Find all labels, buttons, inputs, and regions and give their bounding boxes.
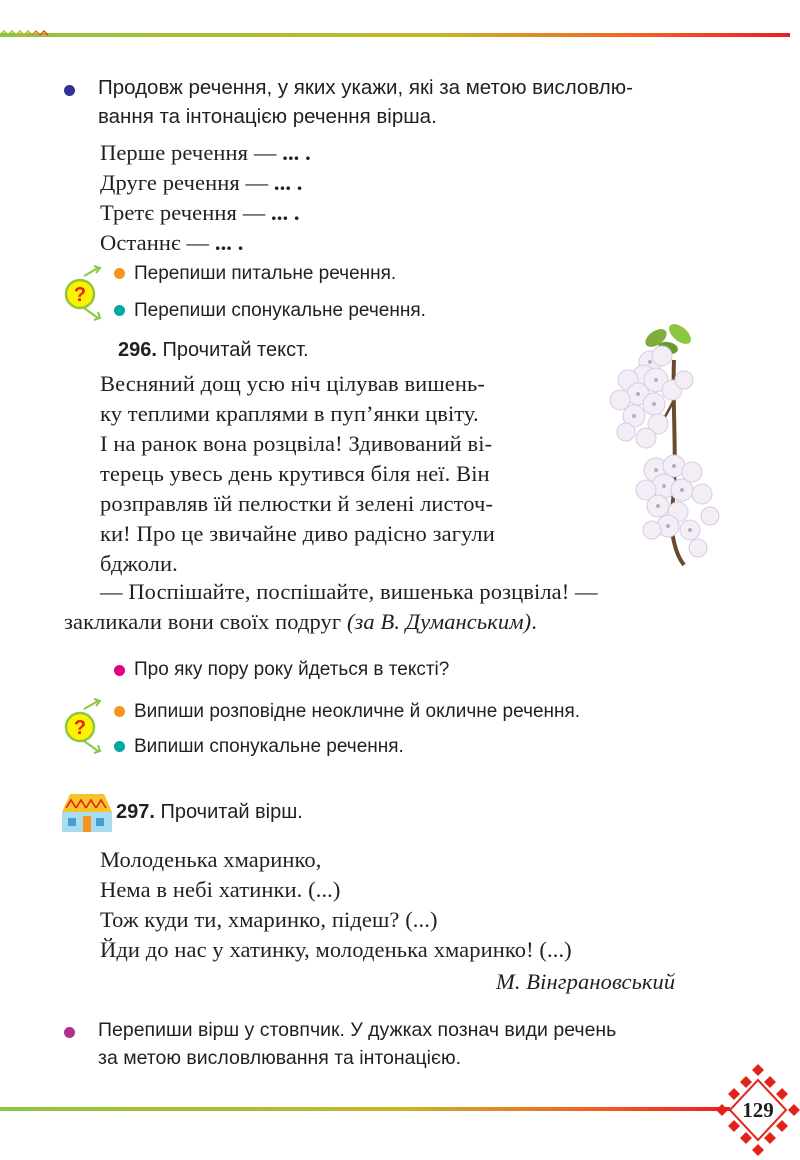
sentence-item [100, 168, 303, 198]
house-icon [56, 790, 116, 834]
sentence-dash: — [186, 230, 210, 255]
dialogue-line-2 [64, 607, 537, 637]
intro-task-line-1: Продовж речення, у яких укажи, які за метою висловлю- [98, 76, 633, 99]
question-icon [58, 264, 106, 326]
sentence-item [100, 228, 243, 258]
subtask-text: Про яку пору року йдеться в тексті? [134, 659, 450, 680]
sentence-item [100, 198, 300, 228]
bullet-dot [114, 665, 125, 676]
poem-line: Молоденька хмаринко, [100, 847, 322, 872]
poem-line: Йди до нас у хатинку, молоденька хмаринко! (...) [100, 937, 572, 962]
paragraph-line: розправляв їй пелюстки й зелені листоч- [100, 491, 494, 516]
bullet-dot [114, 706, 125, 717]
dialogue-source: (за В. Думанським) [346, 609, 532, 634]
sentence-dash: — [242, 200, 266, 225]
poem-line: Тож куди ти, хмаринко, підеш? (...) [100, 907, 438, 932]
paragraph-line: Весняний дощ усю ніч цілував вишень- [100, 371, 485, 396]
subtask-text: Перепиши питальне речення. [134, 263, 397, 284]
page-number: 129 [742, 1098, 774, 1122]
subtask-text: Випиши розповідне неокличне й окличне речення. [134, 701, 581, 722]
task-296-heading [118, 337, 309, 363]
top-border-ornament [0, 30, 800, 40]
final-task-line-1: Перепиши вірш у стовпчик. У дужках познач види речень [98, 1019, 617, 1041]
task-296-paragraph [100, 369, 590, 579]
sentence-blank: ... . [214, 230, 244, 255]
bottom-border-ornament [0, 1104, 730, 1114]
bullet-dot [114, 305, 125, 316]
sentence-label: Третє речення [100, 200, 237, 225]
dialogue-end: . [531, 609, 537, 634]
svg-text:?: ? [73, 284, 87, 306]
paragraph-line: ку теплими краплями в пуп’янки цвіту. [100, 401, 479, 426]
paragraph-line: бджоли. [100, 551, 178, 576]
subtask-text: Перепиши спонукальне речення. [134, 300, 426, 321]
paragraph-line: терець увесь день крутився біля неї. Він [100, 461, 490, 486]
poem-line: Нема в небі хатинки. (...) [100, 877, 341, 902]
sentence-blank: ... . [271, 200, 300, 225]
bullet-dot [64, 1027, 75, 1038]
cherry-blossom-image [598, 320, 738, 570]
sentence-dash: — [253, 140, 277, 165]
sentence-blank: ... . [282, 140, 311, 165]
subtask-text: Випиши спонукальне речення. [134, 736, 404, 757]
dialogue-text: закликали вони своїх подруг [64, 609, 347, 634]
final-task-line-2: за метою висловлювання та інтонацією. [98, 1047, 462, 1069]
task-number: 296. [118, 339, 157, 361]
task-number: 297. [116, 801, 155, 823]
task-instruction: Прочитай вірш. [160, 801, 303, 823]
sentence-label: Останнє [100, 230, 187, 255]
sentence-dash: — [245, 170, 269, 195]
sentence-label: Друге речення [100, 170, 240, 195]
paragraph-line: ки! Про це звичайне диво радісно загули [100, 521, 495, 546]
poem-author: М. Вінграновський [496, 969, 676, 994]
sentence-label: Перше речення [100, 140, 249, 165]
task-instruction: Прочитай текст. [162, 339, 309, 361]
poem [100, 845, 572, 965]
intro-task-line-2: вання та інтонацією речення вірша. [98, 105, 437, 128]
bullet-dot [114, 741, 125, 752]
bullet-dot [114, 268, 125, 279]
paragraph-line: І на ранок вона розцвіла! Здивований ві- [100, 431, 493, 456]
dialogue-line-1: — Поспішайте, поспішайте, вишенька розцвіла! — [100, 579, 598, 604]
task-297-heading [116, 799, 303, 825]
sentence-item [100, 138, 311, 168]
svg-text:?: ? [73, 717, 87, 739]
sentence-blank: ... . [273, 170, 303, 195]
bullet-dot [64, 85, 75, 96]
question-icon [58, 697, 106, 759]
